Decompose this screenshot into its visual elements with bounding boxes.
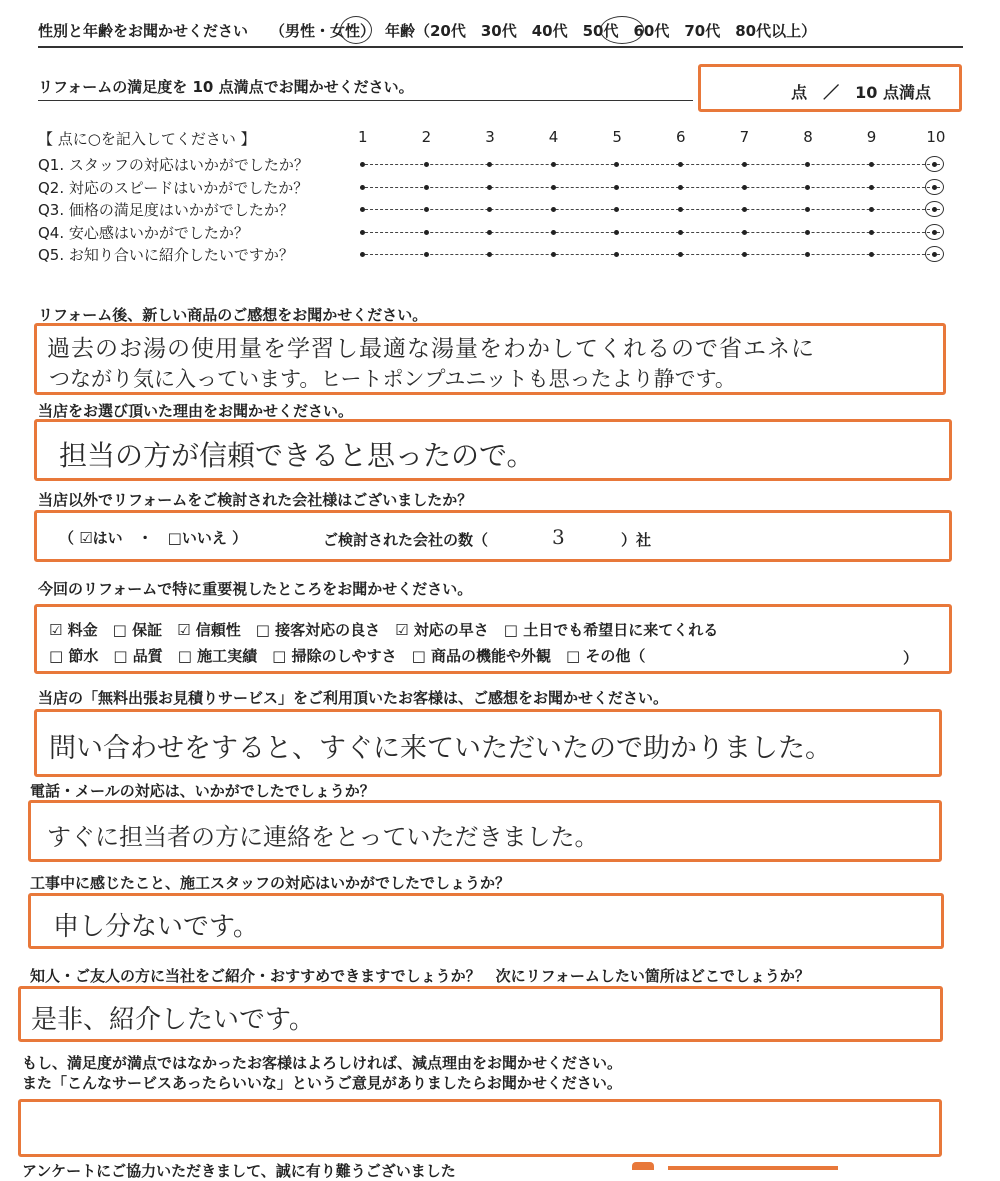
contact-label: 電話・メールの対応は、いかがでしたでしょうか？ (30, 782, 375, 800)
rating-option-dot[interactable] (487, 185, 492, 190)
rating-option-dot[interactable] (551, 185, 556, 190)
rating-option-dot[interactable] (360, 207, 365, 212)
rating-option-dot[interactable] (487, 230, 492, 235)
construction-answer: 申し分ないです。 (53, 912, 259, 942)
rating-option-dot[interactable] (360, 185, 365, 190)
rating-selected-circle (925, 156, 944, 172)
footer-thanks: アンケートにご協力いただきまして、誠に有り難うございました (22, 1162, 456, 1180)
other-companies-box[interactable] (34, 510, 952, 562)
rating-question-label: Q5. お知り合いに紹介したいですか？ (38, 246, 294, 264)
referral-answer-box[interactable] (18, 986, 943, 1042)
rating-option-dot[interactable] (869, 207, 874, 212)
rating-option-dot[interactable] (805, 207, 810, 212)
rating-option-dot[interactable] (678, 252, 683, 257)
rating-option-dot[interactable] (424, 162, 429, 167)
rating-option-dot[interactable] (614, 185, 619, 190)
estimate-answer: 問い合わせをすると、すぐに来ていただいたので助かりました。 (49, 733, 832, 764)
rating-option-dot[interactable] (805, 252, 810, 257)
rating-line (360, 254, 940, 255)
other-companies-label: 当店以外でリフォームをご検討された会社様はございましたか？ (38, 491, 473, 509)
scale-number: 3 (485, 128, 495, 146)
scale-number: 7 (739, 128, 750, 146)
satisfaction-underline (38, 100, 693, 101)
impressions-label: リフォーム後、新しい商品のご感想をお聞かせください。 (38, 306, 428, 324)
rating-option-dot[interactable] (678, 230, 683, 235)
rating-option-dot[interactable] (614, 230, 619, 235)
rating-option-dot[interactable] (424, 252, 429, 257)
satisfaction-label: リフォームの満足度を 10 点満点でお聞かせください。 (38, 78, 414, 96)
rating-option-dot[interactable] (805, 162, 810, 167)
rating-selected-circle (925, 201, 944, 217)
rating-line (360, 232, 940, 233)
rating-option-dot[interactable] (360, 230, 365, 235)
feedback-label-line2: また「こんなサービスあったらいいな」というご意見がありましたらお聞かせください。 (22, 1074, 622, 1092)
company-count-suffix: ）社 (621, 531, 652, 549)
satisfaction-score-box[interactable] (698, 64, 962, 112)
gender-circle-mark (340, 16, 372, 44)
scale-number: 9 (866, 128, 877, 146)
rating-option-dot[interactable] (424, 185, 429, 190)
rating-line (360, 164, 940, 165)
rating-line (360, 187, 940, 188)
reason-answer-box[interactable] (34, 419, 952, 481)
rating-option-dot[interactable] (487, 162, 492, 167)
gender-age-label: 性別と年齢をお聞かせください (38, 22, 249, 40)
rating-question-label: Q1. スタッフの対応はいかがでしたか？ (38, 156, 309, 174)
rating-option-dot[interactable] (805, 230, 810, 235)
scale-number: 8 (803, 128, 813, 146)
referral-label: 知人・ご友人の方に当社をご紹介・おすすめできますでしょうか？ 次にリフォームしたい箇所はどこでしょうか？ (30, 967, 810, 985)
contact-answer: すぐに担当者の方に連絡をとっていただきました。 (47, 823, 599, 851)
feedback-answer-box[interactable] (18, 1099, 942, 1157)
priorities-row1[interactable]: ☑ 料金 □ 保証 ☑ 信頼性 □ 接客対応の良さ ☑ 対応の早さ □ 土日でも希望日に来てくれる (49, 621, 719, 639)
rating-option-dot[interactable] (742, 252, 747, 257)
logo-wordmark (668, 1166, 838, 1170)
scale-number: 10 (926, 128, 946, 146)
rating-option-dot[interactable] (678, 207, 683, 212)
rating-option-dot[interactable] (614, 162, 619, 167)
contact-answer-box[interactable] (28, 800, 942, 862)
rating-option-dot[interactable] (551, 252, 556, 257)
estimate-answer-box[interactable] (34, 709, 942, 777)
rating-option-dot[interactable] (742, 207, 747, 212)
rating-option-dot[interactable] (551, 162, 556, 167)
rating-option-dot[interactable] (869, 230, 874, 235)
priorities-label: 今回のリフォームで特に重要視したところをお聞かせください。 (38, 580, 473, 598)
priorities-row2[interactable]: □ 節水 □ 品質 □ 施工実績 □ 掃除のしやすさ □ 商品の機能や外観 □ その他（ (49, 647, 646, 665)
rating-selected-circle (925, 224, 944, 240)
rating-instruction: 【 点に○を記入してください 】 (38, 130, 256, 148)
rating-option-dot[interactable] (678, 185, 683, 190)
age-label: 年齢（20代 30代 40代 50代 60代 70代 80代以上） (385, 22, 817, 40)
construction-label: 工事中に感じたこと、施工スタッフの対応はいかがでしたでしょうか？ (30, 874, 511, 892)
reason-answer: 担当の方が信頼できると思ったので。 (59, 439, 535, 472)
estimate-label: 当店の「無料出張お見積りサービス」をご利用頂いたお客様は、ご感想をお聞かせください。 (38, 689, 669, 707)
company-count-value: 3 (552, 525, 565, 549)
rating-option-dot[interactable] (551, 230, 556, 235)
rating-question-label: Q4. 安心感はいかがでしたか？ (38, 223, 249, 242)
rating-option-dot[interactable] (551, 207, 556, 212)
scale-number: 4 (548, 128, 559, 146)
header-divider (38, 46, 963, 48)
rating-option-dot[interactable] (614, 207, 619, 212)
rating-option-dot[interactable] (742, 230, 747, 235)
referral-answer: 是非、紹介したいです。 (31, 1005, 315, 1035)
satisfaction-score-suffix: 点 ／ 10 点満点 (791, 83, 931, 102)
scale-number: 5 (612, 128, 622, 146)
construction-answer-box[interactable] (28, 893, 944, 949)
age-circle-mark (600, 16, 644, 44)
rating-line (360, 209, 940, 210)
rating-question-label: Q3. 価格の満足度はいかがでしたか？ (38, 201, 294, 219)
rating-option-dot[interactable] (742, 162, 747, 167)
other-companies-choice[interactable]: （ ☑はい ・ □いいえ ） (59, 529, 248, 547)
priorities-row2-close: ） (903, 649, 919, 667)
rating-option-dot[interactable] (424, 230, 429, 235)
company-count-label: ご検討された会社の数（ (323, 531, 489, 549)
feedback-label-line1: もし、満足度が満点ではなかったお客様はよろしければ、減点理由をお聞かせください。 (22, 1054, 623, 1072)
scale-number: 6 (676, 128, 686, 146)
rating-selected-circle (925, 246, 944, 262)
impressions-answer-line1: 過去のお湯の使用量を学習し最適な湯量をわかしてくれるので省エネに (47, 336, 815, 362)
rating-question-label: Q2. 対応のスピードはいかがでしたか？ (38, 178, 309, 197)
logo-mark (632, 1162, 654, 1170)
rating-option-dot[interactable] (805, 185, 810, 190)
rating-option-dot[interactable] (869, 185, 874, 190)
scale-number: 2 (421, 128, 432, 146)
impressions-answer-line2: つながり気に入っています。ヒートポンプユニットも思ったより静です。 (49, 367, 736, 391)
rating-option-dot[interactable] (742, 185, 747, 190)
rating-option-dot[interactable] (487, 252, 492, 257)
rating-option-dot[interactable] (869, 252, 874, 257)
rating-option-dot[interactable] (360, 162, 365, 167)
rating-option-dot[interactable] (487, 207, 492, 212)
rating-option-dot[interactable] (869, 162, 874, 167)
rating-option-dot[interactable] (360, 252, 365, 257)
rating-option-dot[interactable] (678, 162, 683, 167)
impressions-answer-box[interactable] (34, 323, 946, 395)
rating-selected-circle (925, 179, 944, 195)
reason-label: 当店をお選び頂いた理由をお聞かせください。 (38, 402, 354, 420)
gender-options: （男性・女性） (270, 22, 376, 40)
rating-option-dot[interactable] (424, 207, 429, 212)
priorities-box[interactable] (34, 604, 952, 674)
rating-option-dot[interactable] (614, 252, 619, 257)
scale-number: 1 (358, 128, 368, 146)
